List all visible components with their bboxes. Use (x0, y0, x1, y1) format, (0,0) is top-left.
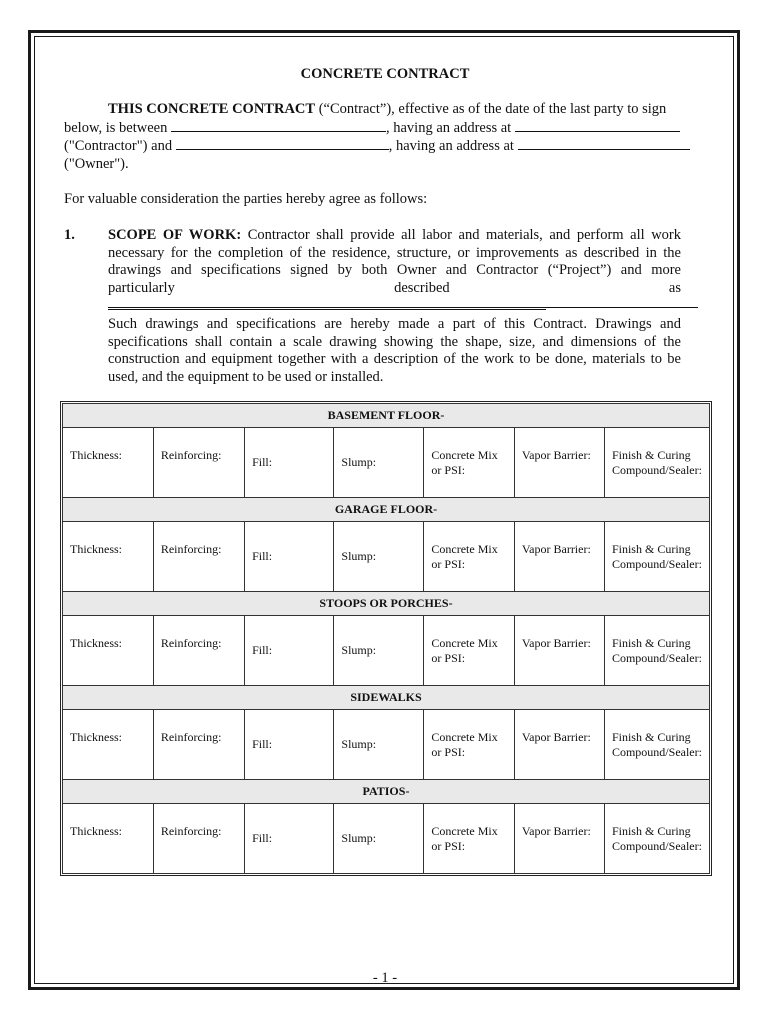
document-title: CONCRETE CONTRACT (300, 66, 470, 82)
vapor-barrier-label: Vapor Barrier: (521, 448, 591, 462)
thickness-label: Thickness: (70, 730, 122, 744)
intro-text-2: , having an address at (385, 119, 515, 136)
section-heading: SIDEWALKS (63, 686, 710, 710)
thickness-label: Thickness: (70, 542, 122, 556)
section-heading: BASEMENT FLOOR- (63, 404, 710, 428)
section-fields-row (63, 428, 710, 498)
section-header-row (63, 686, 710, 710)
vapor-barrier-field[interactable] (514, 710, 604, 780)
concrete-mix-field[interactable] (424, 616, 514, 686)
thickness-field[interactable] (63, 428, 154, 498)
scope-paragraph (108, 227, 681, 316)
reinforcing-label: Reinforcing: (160, 448, 222, 462)
vapor-barrier-label: Vapor Barrier: (521, 824, 591, 838)
concrete-mix-field[interactable] (424, 804, 514, 874)
slump-label: Slump: (341, 549, 377, 563)
concrete-mix-field[interactable] (424, 522, 514, 592)
thickness-field[interactable] (63, 710, 154, 780)
thickness-label: Thickness: (70, 824, 122, 838)
fill-label: Fill: (252, 831, 273, 845)
concrete-mix-field[interactable] (424, 428, 514, 498)
fill-field[interactable] (245, 616, 334, 686)
section-fields-row (63, 804, 710, 874)
section-fields-row (63, 710, 710, 780)
contractor-address-blank[interactable] (515, 119, 680, 132)
slump-label: Slump: (341, 643, 377, 657)
owner-address-blank[interactable] (518, 137, 690, 150)
slump-field[interactable] (334, 616, 424, 686)
fill-label: Fill: (252, 737, 273, 751)
section-header-row (63, 498, 710, 522)
slump-field[interactable] (334, 428, 424, 498)
fill-field[interactable] (245, 522, 334, 592)
fill-label: Fill: (252, 549, 273, 563)
section-header-row (63, 592, 710, 616)
fill-field[interactable] (245, 710, 334, 780)
owner-name-blank[interactable] (176, 137, 389, 150)
finish-curing-label: Finish & Curing Compound/Sealer: (611, 823, 702, 853)
fill-label: Fill: (252, 455, 273, 469)
fill-field[interactable] (245, 428, 334, 498)
vapor-barrier-field[interactable] (514, 522, 604, 592)
reinforcing-field[interactable] (153, 428, 244, 498)
vapor-barrier-label: Vapor Barrier: (521, 542, 591, 556)
intro-text-5: ("Owner"). (64, 155, 129, 172)
intro-text-4: , having an address at (388, 138, 518, 155)
finish-curing-label: Finish & Curing Compound/Sealer: (611, 541, 702, 571)
reinforcing-field[interactable] (153, 522, 244, 592)
section-heading: GARAGE FLOOR- (63, 498, 710, 522)
concrete-mix-label: Concrete Mix or PSI: (431, 729, 498, 759)
section-heading: PATIOS- (63, 780, 710, 804)
intro-paragraph (64, 101, 704, 173)
vapor-barrier-field[interactable] (514, 428, 604, 498)
section-header-row (63, 404, 710, 428)
intro-text-3: ("Contractor") and (64, 138, 176, 155)
scope-heading: SCOPE OF WORK: (108, 227, 242, 243)
finish-curing-field[interactable] (604, 616, 709, 686)
consideration-text: For valuable consideration the parties hereby agree as follows: (64, 191, 428, 207)
scope-number: 1. (64, 227, 75, 243)
page-number: - 1 - (372, 970, 398, 986)
fill-label: Fill: (252, 643, 273, 657)
section-fields-row (63, 616, 710, 686)
slump-field[interactable] (334, 522, 424, 592)
section-heading: STOOPS OR PORCHES- (63, 592, 710, 616)
project-description-blank-2[interactable] (108, 306, 698, 308)
scope-text: Contractor shall provide all labor and materials, and perform all work necessary for the completion of the residence, structure, or improvements as described in the drawings and specifications signed by both Owner and Contractor (“Project”) and more particularly described as (108, 227, 681, 296)
section-header-row (63, 780, 710, 804)
slump-label: Slump: (341, 737, 377, 751)
finish-curing-field[interactable] (604, 804, 709, 874)
concrete-mix-field[interactable] (424, 710, 514, 780)
vapor-barrier-field[interactable] (514, 804, 604, 874)
thickness-field[interactable] (63, 616, 154, 686)
reinforcing-label: Reinforcing: (160, 542, 222, 556)
slump-label: Slump: (341, 455, 377, 469)
reinforcing-field[interactable] (153, 710, 244, 780)
thickness-field[interactable] (63, 522, 154, 592)
finish-curing-label: Finish & Curing Compound/Sealer: (611, 729, 702, 759)
concrete-spec-table (62, 403, 710, 874)
thickness-label: Thickness: (70, 636, 122, 650)
scope-paragraph-2: Such drawings and specifications are hereby made a part of this Contract. Drawings and specifications shall contain a scale drawing showing the shape, size, and dimensions of the construction and equipment together with a description of the work to be done, materials to be used, and the equipment to be used or installed. (108, 316, 681, 385)
finish-curing-field[interactable] (604, 522, 709, 592)
concrete-mix-label: Concrete Mix or PSI: (431, 823, 498, 853)
concrete-mix-label: Concrete Mix or PSI: (431, 541, 498, 571)
reinforcing-label: Reinforcing: (160, 636, 222, 650)
thickness-label: Thickness: (70, 448, 122, 462)
section-fields-row (63, 522, 710, 592)
finish-curing-label: Finish & Curing Compound/Sealer: (611, 635, 702, 665)
vapor-barrier-label: Vapor Barrier: (521, 636, 591, 650)
fill-field[interactable] (245, 804, 334, 874)
reinforcing-label: Reinforcing: (160, 730, 222, 744)
intro-text-1: (“Contract”), effective as of the date of the last party to sign below, is between (64, 101, 667, 136)
finish-curing-field[interactable] (604, 710, 709, 780)
reinforcing-field[interactable] (153, 804, 244, 874)
thickness-field[interactable] (63, 804, 154, 874)
finish-curing-field[interactable] (604, 428, 709, 498)
concrete-mix-label: Concrete Mix or PSI: (431, 447, 498, 477)
slump-label: Slump: (341, 831, 377, 845)
slump-field[interactable] (334, 710, 424, 780)
slump-field[interactable] (334, 804, 424, 874)
reinforcing-field[interactable] (153, 616, 244, 686)
concrete-mix-label: Concrete Mix or PSI: (431, 635, 498, 665)
finish-curing-label: Finish & Curing Compound/Sealer: (611, 447, 702, 477)
vapor-barrier-field[interactable] (514, 616, 604, 686)
project-description-blank[interactable] (108, 297, 546, 310)
contractor-name-blank[interactable] (171, 119, 386, 132)
reinforcing-label: Reinforcing: (160, 824, 222, 838)
vapor-barrier-label: Vapor Barrier: (521, 730, 591, 744)
intro-lead: THIS CONCRETE CONTRACT (108, 101, 316, 117)
